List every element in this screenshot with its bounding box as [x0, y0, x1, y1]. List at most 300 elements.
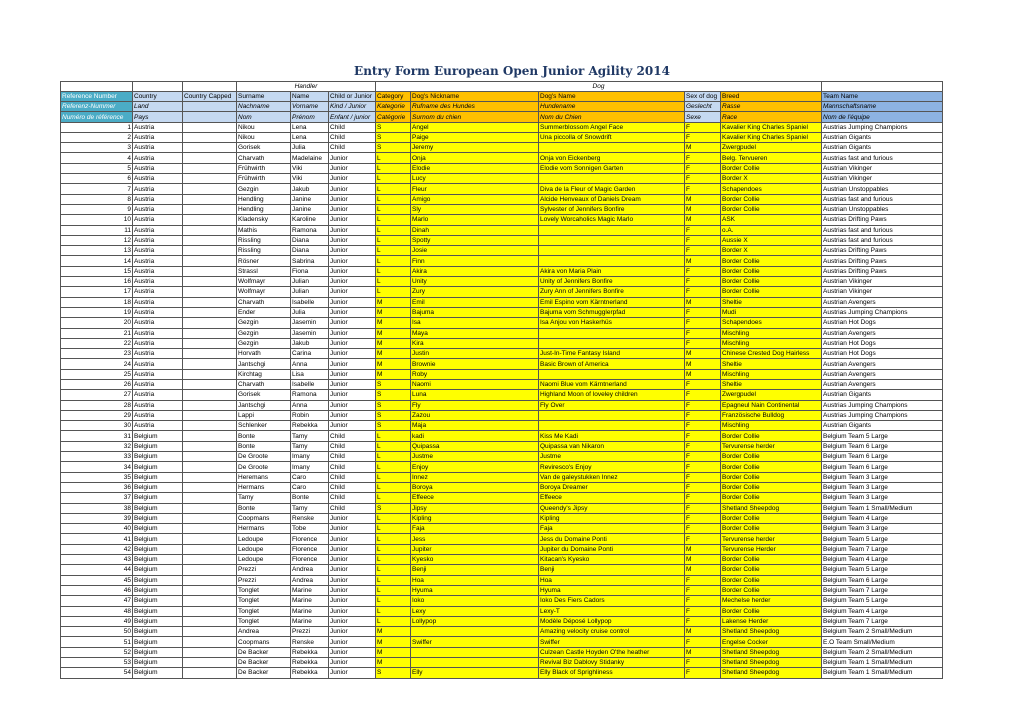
category-cell: L — [376, 606, 411, 616]
country-capped-cell — [183, 380, 237, 390]
child-or-junior-cell: Junior — [329, 338, 376, 348]
surname-cell: Charvath — [237, 380, 291, 390]
category-cell: S — [376, 668, 411, 678]
breed-cell: Chinese Crested Dog Hairless — [721, 349, 822, 359]
dog-sex-cell: F — [685, 307, 721, 317]
child-or-junior-cell: Child — [329, 482, 376, 492]
header-row — [61, 92, 943, 102]
dog-group-header: Dog — [376, 82, 822, 92]
country-capped-cell — [183, 390, 237, 400]
country-cell: Austria — [133, 359, 183, 369]
team-name-cell: Austrian Vikinger — [822, 287, 943, 297]
dog-sex-header: Geslecht — [685, 102, 721, 112]
team-name-cell: Austrian Avengers — [822, 359, 943, 369]
country-capped-cell — [183, 658, 237, 668]
country-cell: Belgium — [133, 585, 183, 595]
first-name-header: Name — [291, 92, 329, 102]
team-name-cell: Austrias Jumping Champions — [822, 400, 943, 410]
child-or-junior-cell: Junior — [329, 235, 376, 245]
surname-cell: Gorisek — [237, 390, 291, 400]
category-cell: L — [376, 596, 411, 606]
surname-cell: Hendling — [237, 204, 291, 214]
team-name-cell: Austrian Avengers — [822, 297, 943, 307]
dog-nickname-cell: Ioko — [411, 596, 539, 606]
surname-header: Surname — [237, 92, 291, 102]
reference-number-cell: 14 — [61, 256, 133, 266]
reference-number-cell: 2 — [61, 132, 133, 142]
dog-name-cell: Emil Espino vom Kärntnerland — [539, 297, 685, 307]
dog-nickname-cell: Isa — [411, 318, 539, 328]
breed-cell: Border Collie — [721, 287, 822, 297]
dog-sex-cell: F — [685, 174, 721, 184]
country-capped-cell — [183, 287, 237, 297]
dog-sex-cell: F — [685, 585, 721, 595]
dog-name-cell: Naomi Blue vom Kärntnerland — [539, 380, 685, 390]
country-capped-cell — [183, 204, 237, 214]
country-capped-cell — [183, 369, 237, 379]
reference-number-cell: 20 — [61, 318, 133, 328]
reference-number-header: Reference Number — [61, 92, 133, 102]
child-or-junior-cell: Junior — [329, 359, 376, 369]
category-cell: L — [376, 575, 411, 585]
team-name-cell: Belgium Team 6 Large — [822, 441, 943, 451]
dog-nickname-cell: Unity — [411, 277, 539, 287]
child-or-junior-cell: Junior — [329, 627, 376, 637]
dog-nickname-cell: Faja — [411, 524, 539, 534]
breed-cell: Sheltie — [721, 297, 822, 307]
dog-name-cell: Isa Anjou von Haskerhüs — [539, 318, 685, 328]
dog-name-cell: Kitacan's Kyesko — [539, 555, 685, 565]
reference-number-cell: 27 — [61, 390, 133, 400]
table-row — [61, 472, 943, 482]
dog-name-cell: Culzean Castle Hoyden O'the heather — [539, 647, 685, 657]
country-cell: Belgium — [133, 524, 183, 534]
breed-cell: Tervurense herder — [721, 441, 822, 451]
dog-nickname-cell: Lucy — [411, 174, 539, 184]
dog-name-cell: Hoa — [539, 575, 685, 585]
dog-name-header: Nom du Chien — [539, 112, 685, 122]
child-or-junior-cell: Child — [329, 462, 376, 472]
breed-cell: Epagneul Nain Continental — [721, 400, 822, 410]
breed-cell: Border Collie — [721, 482, 822, 492]
table-row — [61, 462, 943, 472]
reference-number-cell: 50 — [61, 627, 133, 637]
breed-cell: Shetland Sheepdog — [721, 503, 822, 513]
team-name-cell: Austrian Vikinger — [822, 174, 943, 184]
dog-name-cell: Revival Biz Dablovy Stidanky — [539, 658, 685, 668]
breed-cell: Mechelse herder — [721, 596, 822, 606]
first-name-cell: Florence — [291, 534, 329, 544]
child-or-junior-cell: Junior — [329, 277, 376, 287]
table-row — [61, 534, 943, 544]
country-cell: Austria — [133, 349, 183, 359]
team-name-cell: Austrias Drifting Paws — [822, 266, 943, 276]
first-name-cell: Tamy — [291, 431, 329, 441]
first-name-cell: Caro — [291, 482, 329, 492]
dog-name-cell — [539, 369, 685, 379]
reference-number-cell: 28 — [61, 400, 133, 410]
category-cell: M — [376, 647, 411, 657]
first-name-cell: Viki — [291, 163, 329, 173]
first-name-cell: Andrea — [291, 575, 329, 585]
child-or-junior-cell: Junior — [329, 266, 376, 276]
dog-sex-cell: F — [685, 441, 721, 451]
surname-cell: Tonglet — [237, 606, 291, 616]
team-name-cell: Belgium Team 7 Large — [822, 544, 943, 554]
dog-name-cell — [539, 328, 685, 338]
category-cell: L — [376, 452, 411, 462]
country-capped-cell — [183, 472, 237, 482]
table-row — [61, 225, 943, 235]
category-cell: L — [376, 585, 411, 595]
table-row — [61, 184, 943, 194]
country-cell: Belgium — [133, 462, 183, 472]
country-cell: Austria — [133, 153, 183, 163]
first-name-cell: Ramona — [291, 390, 329, 400]
team-name-cell: Belgium Team 4 Large — [822, 555, 943, 565]
reference-number-cell: 33 — [61, 452, 133, 462]
first-name-cell: Diana — [291, 246, 329, 256]
table-row — [61, 668, 943, 678]
child-or-junior-cell: Junior — [329, 204, 376, 214]
team-name-cell: Austrian Gigants — [822, 421, 943, 431]
dog-name-cell — [539, 410, 685, 420]
reference-number-cell: 22 — [61, 338, 133, 348]
first-name-cell: Anna — [291, 359, 329, 369]
dog-sex-cell: F — [685, 287, 721, 297]
dog-nickname-cell: Benji — [411, 565, 539, 575]
country-cell: Austria — [133, 246, 183, 256]
child-or-junior-cell: Junior — [329, 349, 376, 359]
team-name-cell: Belgium Team 3 Large — [822, 472, 943, 482]
dog-nickname-header: Surnom du chien — [411, 112, 539, 122]
country-capped-cell — [183, 616, 237, 626]
team-name-cell: Belgium Team 5 Large — [822, 534, 943, 544]
category-header: Catégorie — [376, 112, 411, 122]
dog-name-cell: Ioko Des Fiers Cadors — [539, 596, 685, 606]
dog-nickname-cell: Luna — [411, 390, 539, 400]
dog-nickname-cell: Zury — [411, 287, 539, 297]
breed-cell: Mischling — [721, 421, 822, 431]
country-cell: Belgium — [133, 441, 183, 451]
country-cell: Austria — [133, 380, 183, 390]
first-name-cell: Julian — [291, 287, 329, 297]
dog-name-cell: Sylvester of Jennifers Bonfire — [539, 204, 685, 214]
table-row — [61, 359, 943, 369]
category-cell: L — [376, 544, 411, 554]
reference-number-cell: 31 — [61, 431, 133, 441]
dog-name-header: Dog's Name — [539, 92, 685, 102]
surname-cell: Horvath — [237, 349, 291, 359]
category-cell: L — [376, 513, 411, 523]
category-cell: S — [376, 400, 411, 410]
child-or-junior-cell: Junior — [329, 513, 376, 523]
breed-cell: Shetland Sheepdog — [721, 627, 822, 637]
country-cell: Austria — [133, 390, 183, 400]
country-capped-cell — [183, 637, 237, 647]
surname-cell: De Backer — [237, 658, 291, 668]
dog-name-cell — [539, 225, 685, 235]
table-row — [61, 349, 943, 359]
dog-name-cell: Jupiter du Domaine Ponti — [539, 544, 685, 554]
team-name-cell: Belgium Team 7 Large — [822, 585, 943, 595]
breed-cell: Border X — [721, 246, 822, 256]
category-cell: M — [376, 328, 411, 338]
country-capped-cell — [183, 534, 237, 544]
surname-cell: Charvath — [237, 297, 291, 307]
child-or-junior-cell: Junior — [329, 307, 376, 317]
table-row — [61, 174, 943, 184]
dog-name-cell: Kiss Me Kadi — [539, 431, 685, 441]
category-cell: M — [376, 627, 411, 637]
dog-name-cell: Elly Black of Sprighliness — [539, 668, 685, 678]
table-row — [61, 235, 943, 245]
first-name-cell: Diana — [291, 235, 329, 245]
reference-number-header: Referenz-Nummer — [61, 102, 133, 112]
table-row — [61, 441, 943, 451]
breed-cell: Border Collie — [721, 575, 822, 585]
dog-sex-cell: M — [685, 297, 721, 307]
table-row — [61, 410, 943, 420]
country-capped-cell — [183, 359, 237, 369]
team-name-cell: Austrias fast and furious — [822, 153, 943, 163]
reference-number-cell: 54 — [61, 668, 133, 678]
team-name-header: Team Name — [822, 92, 943, 102]
dog-sex-cell: F — [685, 390, 721, 400]
country-capped-cell — [183, 647, 237, 657]
first-name-cell: Rebekka — [291, 668, 329, 678]
country-cell: Austria — [133, 369, 183, 379]
country-capped-cell — [183, 565, 237, 575]
child-or-junior-cell: Junior — [329, 400, 376, 410]
dog-nickname-cell: Angel — [411, 122, 539, 132]
dog-sex-cell: F — [685, 668, 721, 678]
category-cell: S — [376, 421, 411, 431]
first-name-cell: Janine — [291, 194, 329, 204]
table-row — [61, 297, 943, 307]
reference-number-cell: 25 — [61, 369, 133, 379]
dog-sex-cell: F — [685, 575, 721, 585]
category-cell: L — [376, 482, 411, 492]
country-cell: Belgium — [133, 493, 183, 503]
country-capped-cell — [183, 627, 237, 637]
reference-number-cell: 36 — [61, 482, 133, 492]
table-row — [61, 606, 943, 616]
surname-cell: Tonglet — [237, 616, 291, 626]
surname-cell: Frühwirth — [237, 163, 291, 173]
table-row — [61, 565, 943, 575]
breed-header: Race — [721, 112, 822, 122]
country-cell: Austria — [133, 174, 183, 184]
table-row — [61, 658, 943, 668]
dog-name-cell: Lexy-T — [539, 606, 685, 616]
surname-cell: Heremans — [237, 472, 291, 482]
dog-sex-cell: F — [685, 503, 721, 513]
reference-number-cell: 45 — [61, 575, 133, 585]
first-name-cell: Sabrina — [291, 256, 329, 266]
country-cell: Belgium — [133, 503, 183, 513]
country-cell: Austria — [133, 287, 183, 297]
first-name-cell: Viki — [291, 174, 329, 184]
child-or-junior-cell: Junior — [329, 163, 376, 173]
team-name-cell: Austrias Drifting Paws — [822, 246, 943, 256]
category-cell: L — [376, 441, 411, 451]
country-capped-cell — [183, 174, 237, 184]
team-name-cell: Austrian Hot Dogs — [822, 318, 943, 328]
country-cell: Austria — [133, 122, 183, 132]
child-or-junior-cell: Junior — [329, 585, 376, 595]
dog-nickname-cell: Elly — [411, 668, 539, 678]
team-name-header: Mannschaftsname — [822, 102, 943, 112]
dog-sex-cell: M — [685, 204, 721, 214]
dog-nickname-cell: Jupiter — [411, 544, 539, 554]
dog-nickname-header: Rufname des Hundes — [411, 102, 539, 112]
surname-cell: Lappi — [237, 410, 291, 420]
table-row — [61, 431, 943, 441]
dog-nickname-cell: Naomi — [411, 380, 539, 390]
breed-cell: Border Collie — [721, 431, 822, 441]
child-or-junior-cell: Junior — [329, 575, 376, 585]
category-cell: M — [376, 307, 411, 317]
country-cell: Belgium — [133, 452, 183, 462]
first-name-cell: Renske — [291, 513, 329, 523]
country-capped-header: Country Capped — [183, 92, 237, 102]
child-or-junior-header: Enfant / junior — [329, 112, 376, 122]
dog-sex-cell: M — [685, 369, 721, 379]
country-cell: Belgium — [133, 534, 183, 544]
child-or-junior-cell: Junior — [329, 174, 376, 184]
team-name-cell: Austrian Hot Dogs — [822, 349, 943, 359]
team-name-cell: Austrian Vikinger — [822, 277, 943, 287]
breed-cell: Border Collie — [721, 493, 822, 503]
dog-name-cell: Fly Over — [539, 400, 685, 410]
surname-cell: De Groote — [237, 452, 291, 462]
reference-number-cell: 37 — [61, 493, 133, 503]
dog-name-cell: Basic Brown of America — [539, 359, 685, 369]
first-name-cell: Lisa — [291, 369, 329, 379]
table-row — [61, 318, 943, 328]
category-cell: L — [376, 184, 411, 194]
first-name-cell: Robin — [291, 410, 329, 420]
team-name-cell: Austrias fast and furious — [822, 194, 943, 204]
dog-nickname-cell: Amigo — [411, 194, 539, 204]
breed-cell: Tervurense Herder — [721, 544, 822, 554]
surname-cell: Nikou — [237, 132, 291, 142]
dog-sex-cell: F — [685, 462, 721, 472]
category-cell: L — [376, 493, 411, 503]
surname-header: Nom — [237, 112, 291, 122]
breed-cell: Zwergpudel — [721, 390, 822, 400]
dog-name-cell: Faja — [539, 524, 685, 534]
country-cell: Austria — [133, 421, 183, 431]
table-row — [61, 544, 943, 554]
surname-cell: De Backer — [237, 668, 291, 678]
dog-name-cell: Amazing velocity cruise control — [539, 627, 685, 637]
reference-number-cell: 44 — [61, 565, 133, 575]
surname-cell: Ledoupe — [237, 534, 291, 544]
breed-cell: Border Collie — [721, 585, 822, 595]
breed-cell: Schapendoes — [721, 184, 822, 194]
table-row — [61, 647, 943, 657]
child-or-junior-cell: Junior — [329, 544, 376, 554]
surname-cell: Schlenker — [237, 421, 291, 431]
surname-cell: Bonte — [237, 503, 291, 513]
table-row — [61, 338, 943, 348]
category-cell: L — [376, 235, 411, 245]
table-row — [61, 153, 943, 163]
child-or-junior-cell: Junior — [329, 369, 376, 379]
surname-cell: Kirchtag — [237, 369, 291, 379]
country-cell: Austria — [133, 215, 183, 225]
category-cell: M — [376, 658, 411, 668]
first-name-cell: Prezzi — [291, 627, 329, 637]
team-name-cell: Belgium Team 6 Large — [822, 462, 943, 472]
dog-nickname-cell — [411, 658, 539, 668]
reference-number-cell: 3 — [61, 143, 133, 153]
team-name-cell: Belgium Team 2 Small/Medium — [822, 627, 943, 637]
first-name-cell: Isabelle — [291, 297, 329, 307]
child-or-junior-cell: Junior — [329, 555, 376, 565]
reference-number-cell: 9 — [61, 204, 133, 214]
reference-number-cell: 11 — [61, 225, 133, 235]
dog-sex-cell: F — [685, 380, 721, 390]
team-name-cell: Belgium Team 5 Large — [822, 565, 943, 575]
dog-sex-cell: M — [685, 627, 721, 637]
table-row — [61, 132, 943, 142]
table-row — [61, 452, 943, 462]
category-header: Kategorie — [376, 102, 411, 112]
country-cell: Austria — [133, 338, 183, 348]
table-row — [61, 503, 943, 513]
team-name-cell: Belgium Team 5 Large — [822, 596, 943, 606]
surname-cell: Wolfmayr — [237, 287, 291, 297]
dog-name-cell: Justme — [539, 452, 685, 462]
table-row — [61, 287, 943, 297]
surname-cell: Tamy — [237, 493, 291, 503]
country-cell: Austria — [133, 410, 183, 420]
first-name-cell: Anna — [291, 400, 329, 410]
breed-cell: Kavalier King Charles Spaniel — [721, 122, 822, 132]
child-or-junior-cell: Child — [329, 503, 376, 513]
table-row — [61, 328, 943, 338]
country-capped-cell — [183, 246, 237, 256]
country-capped-cell — [183, 122, 237, 132]
table-row — [61, 256, 943, 266]
country-capped-cell — [183, 544, 237, 554]
dog-nickname-cell: Roby — [411, 369, 539, 379]
category-cell: L — [376, 153, 411, 163]
dog-name-cell: Lovely Worcaholics Magic Marlo — [539, 215, 685, 225]
dog-name-header: Hundename — [539, 102, 685, 112]
reference-number-cell: 15 — [61, 266, 133, 276]
first-name-cell: Rebekka — [291, 421, 329, 431]
surname-cell: Coopmans — [237, 513, 291, 523]
country-capped-cell — [183, 184, 237, 194]
dog-sex-cell: F — [685, 153, 721, 163]
first-name-cell: Caro — [291, 472, 329, 482]
dog-sex-cell: F — [685, 235, 721, 245]
surname-cell: Ledoupe — [237, 544, 291, 554]
dog-nickname-cell: Lexy — [411, 606, 539, 616]
country-capped-cell — [183, 596, 237, 606]
reference-number-cell: 26 — [61, 380, 133, 390]
breed-cell: Mischling — [721, 328, 822, 338]
dog-nickname-cell: Justin — [411, 349, 539, 359]
first-name-cell: Lena — [291, 132, 329, 142]
child-or-junior-cell: Junior — [329, 194, 376, 204]
country-capped-cell — [183, 297, 237, 307]
first-name-cell: Bonte — [291, 493, 329, 503]
